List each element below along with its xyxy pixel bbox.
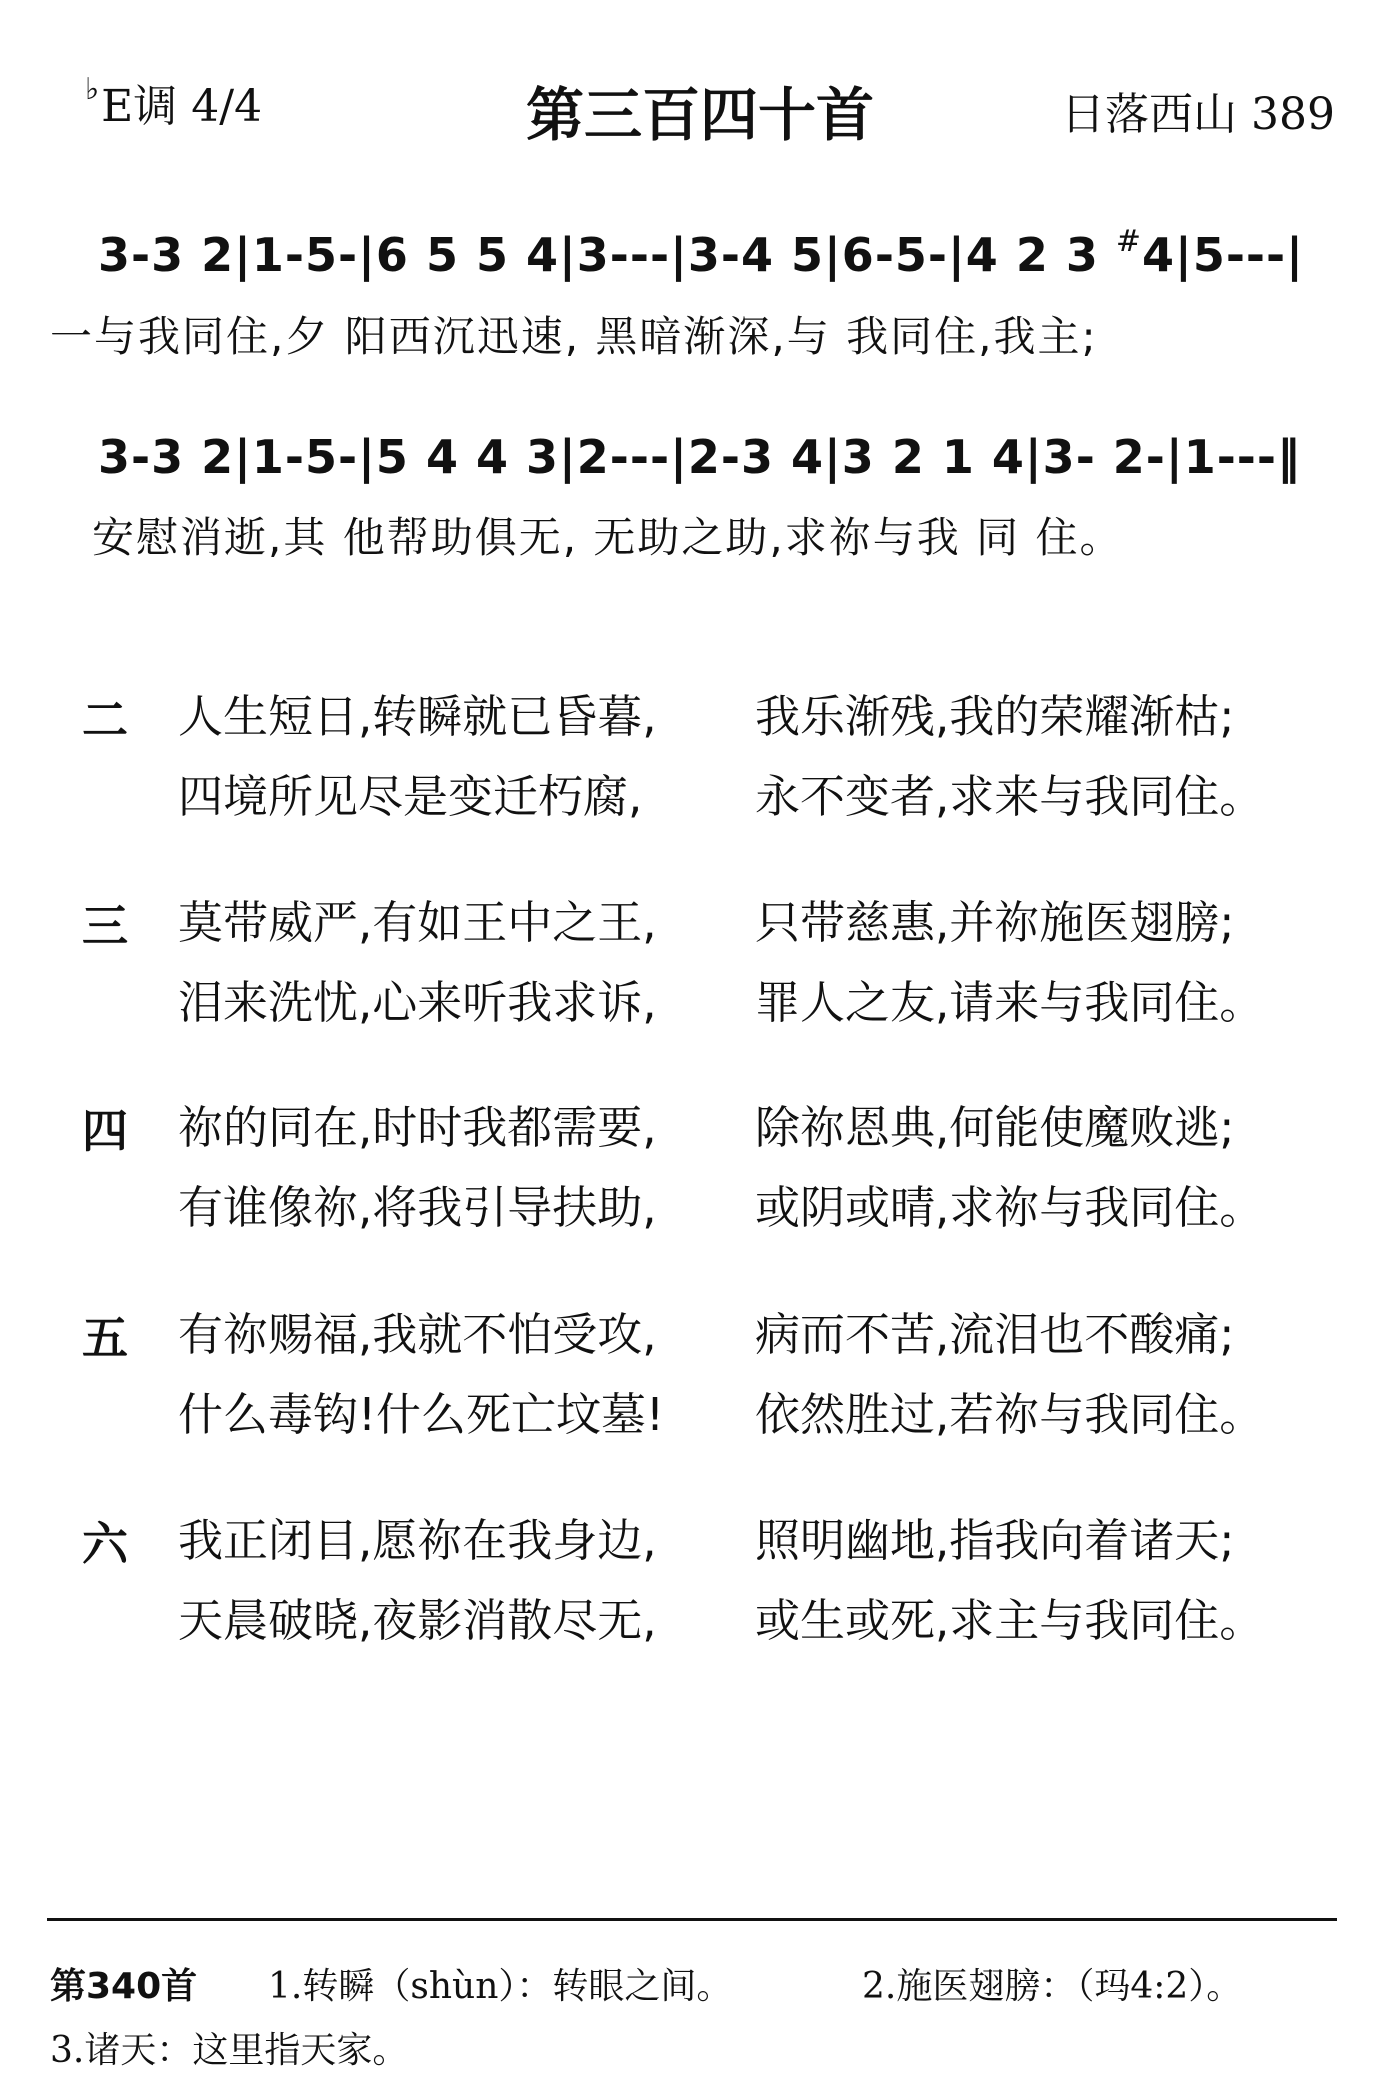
verse-line: 什么毒钩!什么死亡坟墓! (178, 1388, 665, 1441)
verse-line: 有谁像祢,将我引导扶助, (178, 1181, 657, 1234)
verse-number: 五 (82, 1311, 128, 1365)
lyrics-line-2: 安慰消逝,其 他帮助俱无, 无助之助,求祢与我 同 住。 (92, 513, 1124, 562)
tune-name: 日落西山 389 (1061, 89, 1335, 140)
footnote-1: 1.转瞬（shùn）：转眼之间。 (268, 1966, 733, 2007)
page-title: 第三百四十首 (525, 81, 874, 149)
verse-line: 人生短日,转瞬就已昏暮, (178, 690, 657, 743)
verse-line: 有祢赐福,我就不怕受攻, (178, 1308, 657, 1361)
verse-line: 照明幽地,指我向着诸天; (755, 1514, 1235, 1567)
verse-line: 除祢恩典,何能使魔败逃; (755, 1101, 1235, 1154)
notes-1a: 3-3 2|1-5-|6 5 5 4|3---|3-4 5|6-5-|4 2 3 (98, 228, 1116, 282)
verse-line: 我乐渐残,我的荣耀渐枯; (755, 690, 1235, 743)
verse-line: 依然胜过,若祢与我同住。 (755, 1388, 1265, 1441)
verse-line: 病而不苦,流泪也不酸痛; (755, 1308, 1235, 1361)
verse-line: 祢的同在,时时我都需要, (178, 1101, 657, 1154)
verse-line: 天晨破晓,夜影消散尽无, (178, 1594, 657, 1647)
sharp-symbol: # (1115, 224, 1143, 259)
verse-line: 我正闭目,愿祢在我身边, (178, 1514, 657, 1567)
verse-number: 六 (82, 1517, 128, 1571)
notes-1b: 4|5---| (1142, 228, 1304, 282)
notation-line-1 (98, 224, 1304, 282)
flat-symbol: ♭ (85, 72, 100, 107)
footnote-divider (47, 1918, 1337, 1921)
verse-line: 只带慈惠,并祢施医翅膀; (755, 896, 1235, 949)
verse-line: 或阴或晴,求祢与我同住。 (755, 1181, 1265, 1234)
verse-line: 莫带威严,有如王中之王, (178, 896, 657, 949)
footnote-2: 2.施医翅膀：（玛4:2）。 (862, 1966, 1243, 2007)
verse-number: 二 (82, 693, 128, 747)
notation-line-2: 3-3 2|1-5-|5 4 4 3|2---|2-3 4|3 2 1 4|3- 2-|1---‖ (98, 430, 1301, 484)
verse-line: 罪人之友,请来与我同住。 (755, 976, 1265, 1029)
verse-line: 四境所见尽是变迁朽腐, (178, 770, 643, 823)
verse-line: 或生或死,求主与我同住。 (755, 1594, 1265, 1647)
footnote-3: 3.诸天：这里指天家。 (50, 2030, 409, 2071)
lyrics-line-1: 一与我同住,夕 阳西沉迅速, 黑暗渐深,与 我同住,我主; (50, 312, 1098, 361)
verse-line: 泪来洗忧,心来听我求诉, (178, 976, 657, 1029)
key-text: E调 4/4 (101, 81, 263, 132)
verse-number: 三 (82, 899, 128, 953)
verse-line: 永不变者,求来与我同住。 (755, 770, 1265, 823)
verse-number: 四 (82, 1104, 128, 1158)
footnote-hymn-number: 第340首 (50, 1966, 198, 2007)
